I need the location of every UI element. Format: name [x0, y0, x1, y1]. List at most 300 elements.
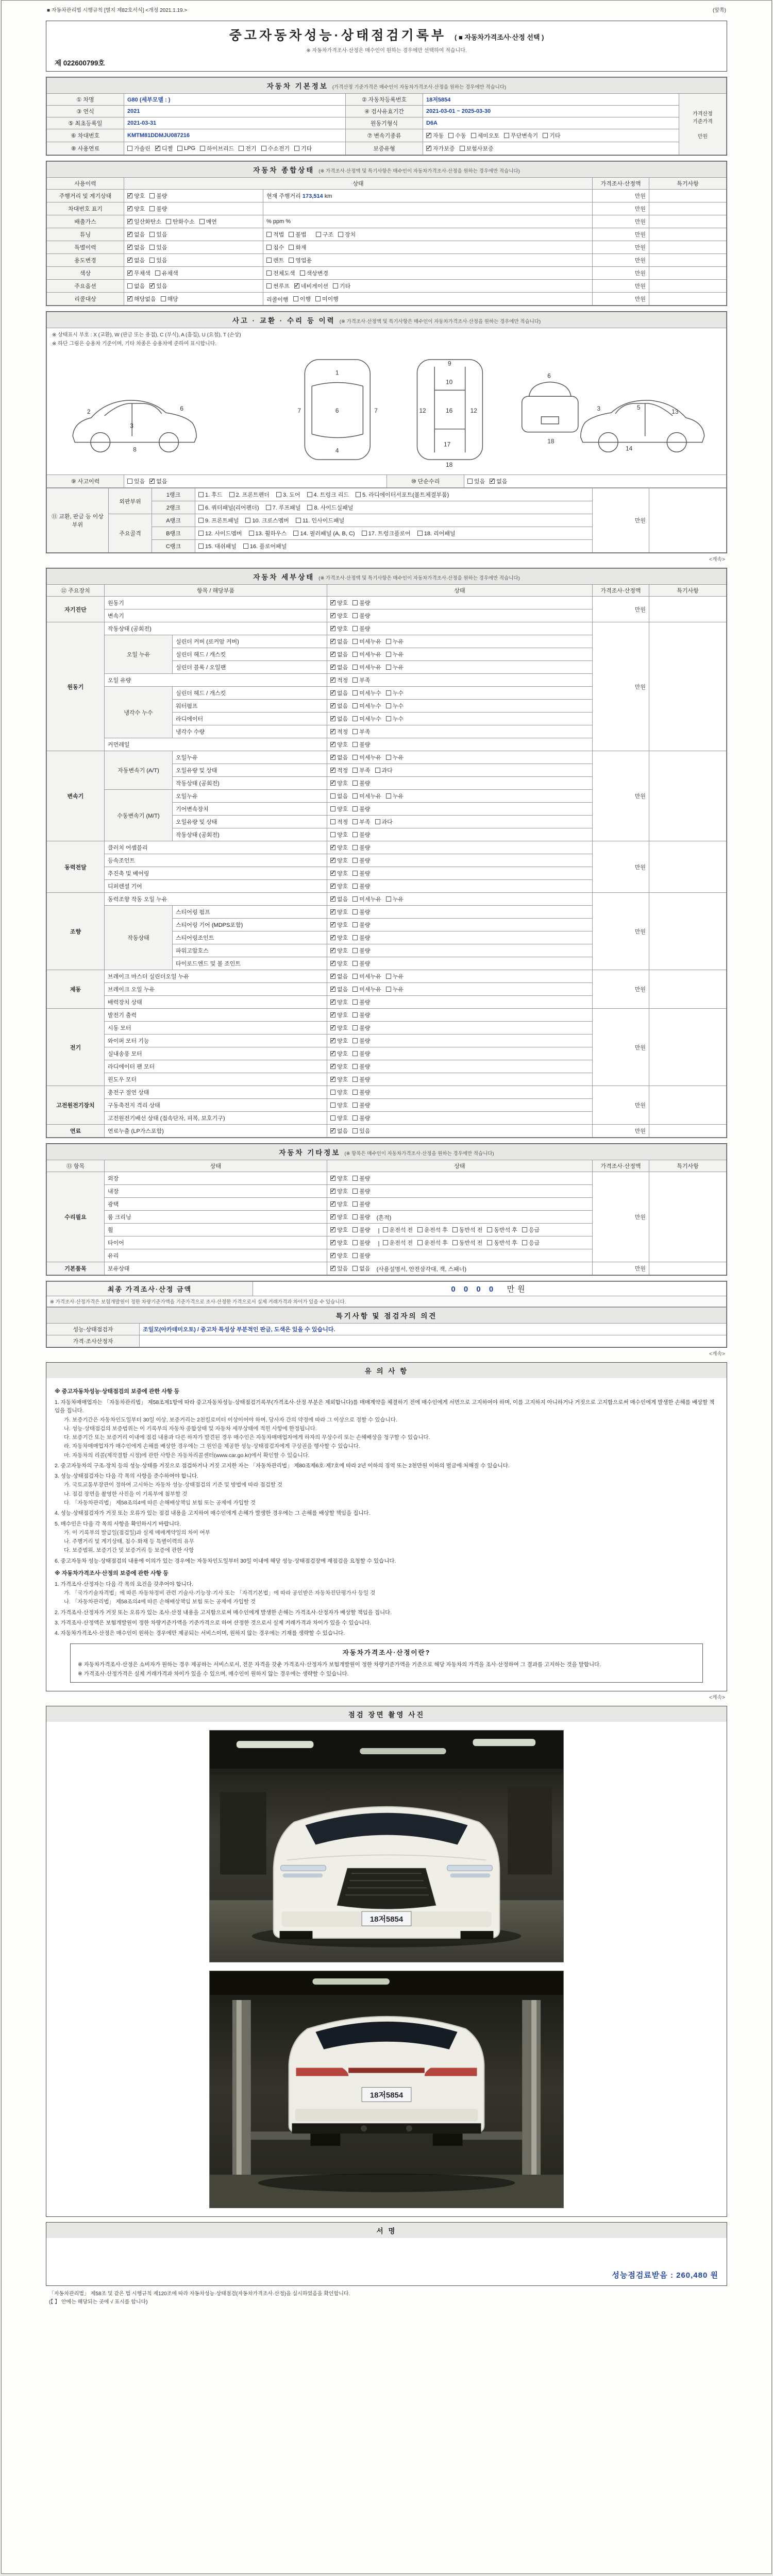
option-양호[interactable] — [330, 1049, 348, 1058]
option-있음[interactable] — [352, 1127, 370, 1135]
checkbox-icon — [149, 206, 155, 211]
price-cell: 만원 — [592, 1086, 649, 1125]
checkbox-icon — [177, 146, 182, 151]
continue-marker: <계속> — [709, 557, 725, 563]
option-보험사보증[interactable] — [460, 144, 494, 152]
fuel-options — [124, 142, 346, 155]
option-label: 양호 — [337, 1064, 348, 1070]
span-element: 자동차 기본정보 — [266, 82, 328, 90]
checkbox-icon — [352, 1253, 358, 1258]
option-양호[interactable] — [330, 1174, 348, 1182]
part-item[interactable]: 6. 쿼터패널(리어펜더) — [198, 503, 259, 512]
document-title: 중고자동차성능·상태점검기록부 — [229, 28, 446, 43]
option-네비게이션[interactable] — [294, 282, 328, 290]
option-양호[interactable] — [330, 1239, 348, 1247]
option-양호[interactable] — [330, 959, 348, 968]
option-있음[interactable] — [330, 1264, 348, 1273]
option-양호[interactable] — [330, 1213, 348, 1221]
option-양호[interactable] — [330, 740, 348, 749]
option-누유[interactable] — [386, 792, 404, 800]
option-양호[interactable] — [330, 1114, 348, 1122]
part-item[interactable]: 16. 플로어패널 — [243, 542, 287, 550]
option-불량[interactable] — [352, 934, 370, 942]
option-불량[interactable] — [352, 740, 370, 749]
option-없음[interactable] — [330, 972, 348, 980]
option-장치[interactable] — [338, 230, 356, 239]
option-가솔린[interactable] — [127, 144, 150, 152]
option-불량[interactable] — [352, 831, 370, 839]
item-label: 발전기 출력 — [105, 1009, 327, 1022]
state-options — [327, 1172, 593, 1185]
option-불량[interactable] — [352, 1174, 370, 1182]
option-label: 양호 — [337, 1090, 348, 1096]
part-item[interactable]: 9. 프론트패널 — [198, 516, 239, 524]
checkbox-icon — [127, 296, 132, 301]
option-동반석 전[interactable] — [452, 1239, 483, 1247]
device-row — [47, 970, 727, 983]
option-무채색[interactable] — [127, 269, 150, 277]
checkbox-icon — [352, 600, 358, 605]
option-과다[interactable] — [375, 766, 393, 774]
option-양호[interactable] — [330, 805, 348, 813]
definition-title: 자동차가격조사·산정이란? — [342, 1649, 431, 1657]
option-부족[interactable] — [352, 766, 370, 774]
part-item[interactable]: 3. 도어 — [276, 490, 300, 499]
option-없음[interactable] — [330, 715, 348, 723]
g-element — [417, 360, 482, 468]
part-item[interactable]: 5. 라디에이터서포트(볼트체결부품) — [356, 490, 449, 499]
option-적법[interactable] — [266, 230, 284, 239]
final-price-amount — [253, 1282, 727, 1296]
checkbox-icon — [166, 219, 171, 224]
col-history: 사용이력 — [47, 178, 124, 190]
option-누유[interactable] — [386, 650, 404, 658]
option-불량[interactable] — [352, 599, 370, 607]
option-유채색[interactable] — [155, 269, 178, 277]
col-misc-remark: 특기사항 — [649, 1160, 726, 1172]
span-element: G80 (세부모델 : ) — [127, 97, 171, 103]
misc-table — [46, 1144, 727, 1275]
option-불량[interactable] — [352, 1101, 370, 1109]
option-미세누유[interactable] — [352, 792, 381, 800]
final-price-label: 최종 가격조사·산정 금액 — [47, 1282, 253, 1296]
option-양호[interactable] — [330, 1101, 348, 1109]
checkbox-icon — [276, 492, 281, 497]
option-양호[interactable] — [127, 192, 145, 200]
option-누유[interactable] — [386, 753, 404, 761]
option-해당[interactable] — [161, 295, 178, 303]
remark-cell — [649, 841, 726, 893]
state-options — [124, 190, 263, 202]
notice-line: 3. 성능·상태점검자는 다음 각 목의 사항을 준수하여야 합니다. — [55, 1473, 199, 1480]
price-cell: 만원 — [592, 597, 649, 622]
option-누유[interactable] — [386, 895, 404, 903]
option-불량[interactable] — [352, 1114, 370, 1122]
option-양호[interactable] — [330, 779, 348, 787]
state-options — [327, 944, 593, 957]
option-구조[interactable] — [316, 230, 333, 239]
checkbox-icon — [300, 270, 305, 276]
document-number: 제 022600799호 — [55, 59, 105, 67]
rect-element — [522, 2000, 541, 2175]
option-불법[interactable] — [289, 230, 306, 239]
option-미세누수[interactable] — [352, 715, 381, 723]
option-양호[interactable] — [330, 946, 348, 955]
option-해당없음[interactable] — [127, 295, 156, 303]
misc-section — [46, 1143, 727, 1276]
option-양호[interactable] — [127, 205, 145, 213]
option-양호[interactable] — [330, 869, 348, 877]
option-없음[interactable] — [149, 477, 167, 485]
part-item[interactable]: 7. 루프패널 — [266, 503, 301, 512]
option-전기[interactable] — [239, 144, 256, 152]
option-label: 없음 — [337, 665, 348, 671]
option-없음[interactable] — [127, 282, 145, 290]
option-기타[interactable] — [294, 144, 312, 152]
part-item[interactable]: 1. 후드 — [198, 490, 222, 499]
final-price-note: ※ 가격조사·산정가격은 보험개발원이 정한 차량기준가액을 기준가격으로 조사·산정한 가격으로서 실제 거래가격과 차이가 있을 수 있습니다. — [47, 1296, 727, 1307]
option-없음[interactable] — [330, 663, 348, 671]
option-적정[interactable] — [330, 727, 348, 736]
option-미세누유[interactable] — [352, 753, 381, 761]
option-양호[interactable] — [330, 1011, 348, 1019]
checkbox-icon — [155, 270, 160, 276]
option-적정[interactable] — [330, 818, 348, 826]
option-미세누유[interactable] — [352, 972, 381, 980]
notice-line: 가. 보증기간은 자동차인도일부터 30일 이상, 보증거리는 2천킬로미터 이상이어야 하며, 당사자 간의 약정에 따라 그 이상으로 정할 수 있습니다. — [64, 1416, 397, 1423]
option-적정[interactable] — [330, 676, 348, 684]
option-디젤[interactable] — [155, 144, 173, 152]
checkbox-icon — [417, 531, 423, 536]
option-불량[interactable] — [352, 908, 370, 916]
option-렌트[interactable] — [266, 256, 284, 264]
option-없음[interactable] — [330, 689, 348, 697]
option-자가보증[interactable] — [426, 144, 455, 152]
option-양호[interactable] — [330, 612, 348, 620]
item-label: 동력조향 작동 오일 누유 — [105, 893, 327, 906]
option-양호[interactable] — [330, 998, 348, 1006]
option-없음[interactable] — [127, 256, 145, 264]
option-없음[interactable] — [330, 985, 348, 993]
option-양호[interactable] — [330, 908, 348, 916]
option-없음[interactable] — [330, 792, 348, 800]
option-불량[interactable] — [352, 1088, 370, 1096]
price-option-label: ( ■ 자동차가격조사·산정 선택 ) — [455, 33, 544, 41]
option-있음[interactable] — [149, 282, 167, 290]
device-label: 전기 — [47, 1009, 105, 1086]
rect-element — [237, 2000, 242, 2175]
option-미세누수[interactable] — [352, 702, 381, 710]
option-양호[interactable] — [330, 1251, 348, 1260]
option-미세누유[interactable] — [352, 650, 381, 658]
checkbox-icon — [266, 283, 272, 289]
option-응급[interactable] — [522, 1239, 540, 1247]
option-운전석 전[interactable] — [383, 1239, 413, 1247]
option-누유[interactable] — [386, 637, 404, 646]
option-불량[interactable] — [352, 921, 370, 929]
option-없음[interactable] — [490, 477, 507, 485]
option-불량[interactable] — [352, 1075, 370, 1083]
text-element: 6 — [180, 404, 184, 412]
option-동반석 전[interactable] — [452, 1226, 483, 1234]
option-없음[interactable] — [330, 895, 348, 903]
text-element: 4 — [335, 447, 339, 454]
option-부족[interactable] — [352, 676, 370, 684]
option-이행[interactable] — [293, 295, 311, 303]
option-불량[interactable] — [352, 612, 370, 620]
checkbox-icon — [330, 1253, 335, 1258]
value-engine-type — [423, 117, 679, 129]
part-item[interactable]: 10. 크로스멤버 — [245, 516, 289, 524]
item-label: 변속기 — [105, 609, 327, 622]
part-item[interactable]: 17. 트렁크플로어 — [362, 529, 411, 537]
col-state: 상태 — [124, 178, 593, 190]
option-없음[interactable] — [352, 1264, 370, 1273]
remark-cell — [649, 293, 727, 306]
part-item[interactable]: 14. 필러패널 (A, B, C) — [293, 529, 355, 537]
option-불량[interactable] — [352, 1200, 370, 1208]
option-없음[interactable] — [330, 650, 348, 658]
checkbox-icon — [426, 146, 431, 151]
notice-line: 1. 가격조사·산정자는 다음 각 목의 요건을 갖추어야 합니다. — [55, 1581, 193, 1587]
part-item[interactable]: 8. 사이드실패널 — [307, 503, 353, 512]
option-불량[interactable] — [352, 1226, 370, 1234]
checkbox-icon — [352, 1012, 358, 1018]
option-불량[interactable] — [149, 205, 167, 213]
checkbox-icon — [266, 232, 272, 237]
option-양호[interactable] — [330, 1226, 348, 1234]
checkbox-icon — [198, 492, 204, 497]
base-price-label: 가격산정 기준가격 — [693, 111, 713, 125]
checkbox-icon — [352, 677, 358, 683]
option-수소전기[interactable] — [261, 144, 290, 152]
part-item[interactable]: 4. 트렁크 리드 — [307, 490, 349, 499]
option-label: 기타 — [301, 146, 312, 152]
option-미이행[interactable] — [315, 295, 339, 303]
option-동반석 후[interactable] — [487, 1226, 517, 1234]
option-과다[interactable] — [375, 818, 393, 826]
warranty-options — [423, 142, 679, 155]
option-미세누유[interactable] — [352, 637, 381, 646]
option-양호[interactable] — [330, 856, 348, 865]
option-양호[interactable] — [330, 831, 348, 839]
option-불량[interactable] — [352, 779, 370, 787]
part-item[interactable]: 13. 휠하우스 — [249, 529, 287, 537]
tr-element — [47, 1282, 727, 1296]
option-불량[interactable] — [352, 959, 370, 968]
option-적정[interactable] — [330, 766, 348, 774]
option-누수[interactable] — [386, 702, 404, 710]
remark-cell — [649, 254, 727, 267]
option-일산화탄소[interactable] — [127, 217, 161, 226]
option-불량[interactable] — [149, 192, 167, 200]
option-불량[interactable] — [352, 805, 370, 813]
option-양호[interactable] — [330, 624, 348, 633]
option-기타[interactable] — [543, 131, 560, 140]
option-기타[interactable] — [333, 282, 350, 290]
option-label: 양호 — [337, 961, 348, 967]
option-label: 없음 — [134, 245, 145, 251]
option-불량[interactable] — [352, 1049, 370, 1058]
option-불량[interactable] — [352, 1011, 370, 1019]
checkbox-icon — [352, 1189, 358, 1194]
option-부족[interactable] — [352, 818, 370, 826]
option-누유[interactable] — [386, 663, 404, 671]
option-누유[interactable] — [386, 972, 404, 980]
tr-element — [47, 178, 727, 190]
device-row — [47, 1125, 727, 1138]
option-화재[interactable] — [289, 243, 306, 251]
checkbox-icon — [352, 987, 358, 992]
option-불량[interactable] — [352, 1187, 370, 1195]
option-동반석 후[interactable] — [487, 1239, 517, 1247]
checkbox-icon — [522, 1240, 527, 1245]
option-썬루프[interactable] — [266, 282, 290, 290]
notice-body — [46, 1378, 727, 1691]
option-부족[interactable] — [352, 727, 370, 736]
option-양호[interactable] — [330, 1024, 348, 1032]
rect-element — [220, 1792, 266, 1875]
option-미세누유[interactable] — [352, 985, 381, 993]
option-있음[interactable] — [149, 243, 167, 251]
option-양호[interactable] — [330, 1200, 348, 1208]
checkbox-icon — [352, 1025, 358, 1030]
option-label: 동반석 후 — [494, 1240, 517, 1246]
option-누수[interactable] — [386, 715, 404, 723]
option-label: 양호 — [337, 1227, 348, 1233]
item-label: 윈도우 모터 — [105, 1073, 327, 1086]
option-누유[interactable] — [386, 985, 404, 993]
option-불량[interactable] — [352, 1024, 370, 1032]
device-label: 제동 — [47, 970, 105, 1009]
option-자동[interactable] — [426, 131, 444, 140]
option-불량[interactable] — [352, 1062, 370, 1071]
option-불량[interactable] — [352, 1037, 370, 1045]
option-운전석 후[interactable] — [417, 1226, 448, 1234]
option-양호[interactable] — [330, 882, 348, 890]
notice-title: 유 의 사 항 — [46, 1363, 727, 1378]
notice-line: 가. 「국가기술자격법」에 따른 자동차정비 관련 기술사·기능장·기사 또는 「자격기본법」에 따라 공인받은 자동차진단평가사 등일 것 — [64, 1590, 376, 1597]
option-미세누유[interactable] — [352, 895, 381, 903]
price-cell: 만원 — [593, 280, 649, 293]
option-없음[interactable] — [330, 1127, 348, 1135]
option-label: 양호 — [337, 1201, 348, 1208]
option-양호[interactable] — [330, 1037, 348, 1045]
checkbox-icon — [249, 531, 254, 536]
option-색상변경[interactable] — [300, 269, 329, 277]
option-있음[interactable] — [149, 256, 167, 264]
option-불량[interactable] — [352, 1239, 370, 1247]
notice-line: 4. 자동차가격조사·산정은 매수인이 원하는 경우에만 제공되는 서비스이며, 원하지 않는 경우에는 기재를 생략할 수 있습니다. — [55, 1630, 345, 1637]
signature-body — [46, 2238, 727, 2285]
part-item[interactable]: 2. 프론트펜더 — [229, 490, 270, 499]
option-불량[interactable] — [352, 946, 370, 955]
rect-element — [541, 417, 559, 424]
option-전체도색[interactable] — [266, 269, 295, 277]
comprehensive-row — [47, 267, 727, 280]
option-양호[interactable] — [330, 599, 348, 607]
option-무단변속기[interactable] — [504, 131, 538, 140]
option-양호[interactable] — [330, 921, 348, 929]
option-있음[interactable] — [149, 230, 167, 239]
option-없음[interactable] — [127, 230, 145, 239]
part-item[interactable]: 11. 인사이드패널 — [296, 516, 344, 524]
part-item[interactable]: 12. 사이드멤버 — [198, 529, 242, 537]
option-탄화수소[interactable] — [166, 217, 195, 226]
option-있음[interactable] — [127, 477, 145, 485]
option-불량[interactable] — [352, 1251, 370, 1260]
option-침수[interactable] — [266, 243, 284, 251]
notice-line: 가. 이 기록부의 발급일(점검일)과 실제 매매계약일의 차이 여부 — [64, 1529, 210, 1536]
text-element: 12 — [470, 406, 477, 414]
option-양호[interactable] — [330, 843, 348, 852]
option-응급[interactable] — [522, 1226, 540, 1234]
option-운전석 전[interactable] — [383, 1226, 413, 1234]
state-options — [327, 764, 593, 777]
option-불량[interactable] — [352, 1213, 370, 1221]
option-양호[interactable] — [330, 934, 348, 942]
option-매연[interactable] — [199, 217, 217, 226]
option-불량[interactable] — [352, 624, 370, 633]
history-label: 용도변경 — [47, 254, 124, 267]
checkbox-icon — [198, 531, 204, 536]
checkbox-icon — [198, 505, 204, 510]
option-LPG[interactable] — [177, 145, 195, 151]
comprehensive-row — [47, 215, 727, 228]
checkbox-icon — [386, 755, 391, 760]
option-불량[interactable] — [352, 998, 370, 1006]
basic-info-section — [46, 77, 727, 156]
option-양호[interactable] — [330, 1187, 348, 1195]
option-양호[interactable] — [330, 1075, 348, 1083]
photo-front-image — [210, 1731, 563, 1962]
option-양호[interactable] — [330, 1062, 348, 1071]
option-세미오토[interactable] — [471, 131, 500, 140]
option-있음[interactable] — [467, 477, 485, 485]
option-미세누수[interactable] — [352, 689, 381, 697]
option-누수[interactable] — [386, 689, 404, 697]
text-element: 16 — [446, 406, 453, 414]
subgroup-label: 자동변속기 (A/T) — [105, 751, 173, 790]
part-item[interactable]: 15. 대쉬패널 — [198, 542, 237, 550]
option-불량[interactable] — [352, 869, 370, 877]
option-label: 운전석 전 — [389, 1240, 413, 1246]
part-item[interactable]: 18. 리어패널 — [417, 529, 456, 537]
option-label: 양호 — [337, 999, 348, 1006]
option-불량[interactable] — [352, 856, 370, 865]
col-misc-price: 가격조사·산정액 — [592, 1160, 649, 1172]
checkbox-icon — [352, 1240, 358, 1245]
checkbox-icon — [330, 858, 335, 863]
option-미세누유[interactable] — [352, 663, 381, 671]
option-없음[interactable] — [330, 702, 348, 710]
option-없음[interactable] — [127, 243, 145, 251]
state-detail — [263, 280, 593, 293]
option-운전석 후[interactable] — [417, 1239, 448, 1247]
option-없음[interactable] — [330, 637, 348, 646]
checkbox-icon — [330, 729, 335, 734]
option-없음[interactable] — [330, 753, 348, 761]
option-불량[interactable] — [352, 843, 370, 852]
comprehensive-row — [47, 190, 727, 202]
option-수동[interactable] — [448, 131, 466, 140]
option-영업용[interactable] — [289, 256, 312, 264]
option-하이브리드[interactable] — [200, 144, 234, 152]
option-불량[interactable] — [352, 882, 370, 890]
option-label: 불량 — [359, 1077, 371, 1083]
option-양호[interactable] — [330, 1088, 348, 1096]
item-label: 스티어링 펌프 — [173, 906, 327, 919]
